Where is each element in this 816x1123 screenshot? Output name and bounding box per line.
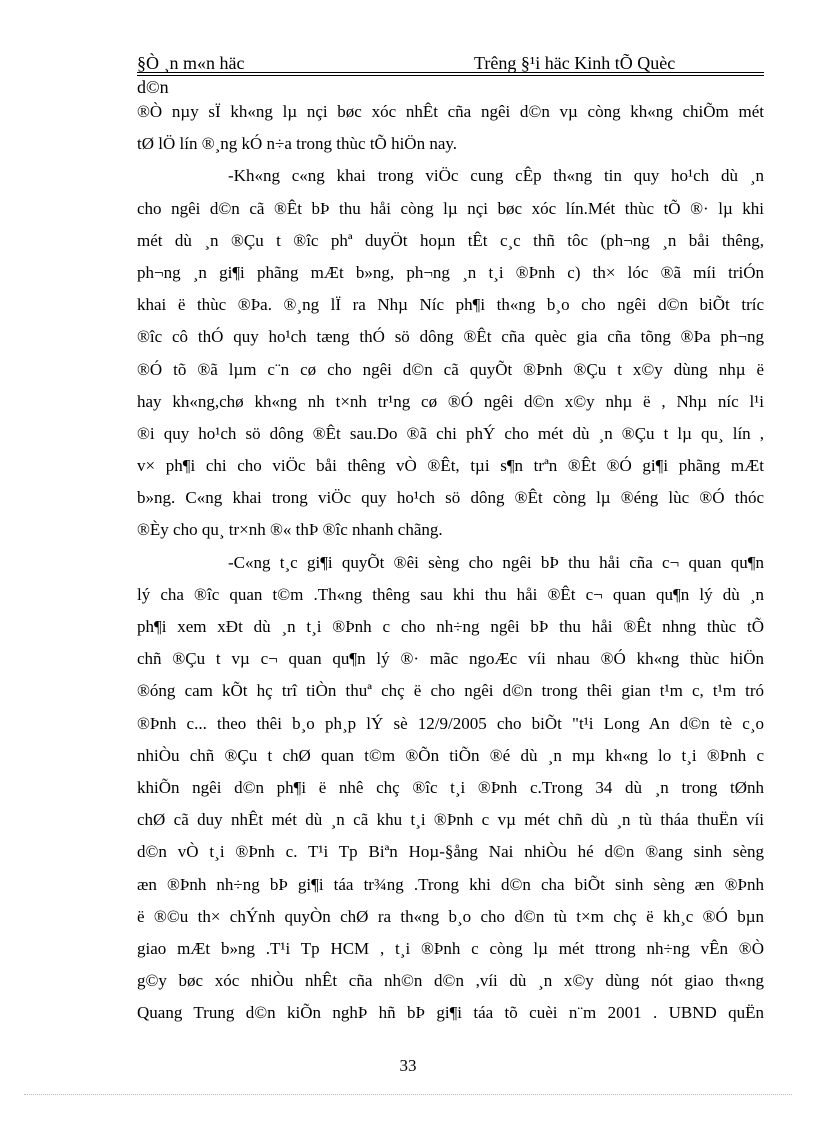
paragraph-start-line: -Kh«ng c«ng khai trong viÖc cung cÊp th«ng tin quy ho¹ch dù ¸n (228, 166, 764, 186)
text-line: tØ lÖ lín ®¸ng kÓ n÷a trong thùc tÕ hiÖn nay. (137, 134, 458, 154)
text-line: v× ph¶i chi cho viÖc båi thêng vÒ ®Êt, tµi s¶n trªn ®Êt ®Ó gi¶i phãng mÆt (137, 456, 764, 476)
text-line: ®îc cô thÓ quy ho¹ch tæng thÓ sö dông ®Êt cña quèc gia cña tõng ®Þa ph¬ng (137, 327, 764, 347)
body-text (137, 96, 764, 1029)
text-line: chØ cã duy nhÊt mét dù ¸n cã khu t¸i ®Þnh c vµ mét chñ dù ¸n tù tháa thuËn víi (137, 810, 764, 830)
text-line: ®óng cam kÕt hç trî tiÒn thuª chç ë cho ngêi d©n trong thêi gian t¹m c, t¹m tró (137, 681, 764, 701)
text-line: ®Èy cho qu¸ tr×nh ®« thÞ ®îc nhanh chãng. (137, 520, 443, 540)
header-rule (137, 72, 764, 73)
text-line: ph¶i xem xÐt dù ¸n t¸i ®Þnh c cho nh÷ng ngêi bÞ thu håi ®Êt nhng thùc tÕ (137, 617, 764, 636)
text-line: cho ngêi d©n cã ®Êt bÞ thu håi còng lµ nçi bøc xóc lín.Mét thùc tÕ ®· lµ khi (137, 198, 764, 218)
text-line: hay kh«ng,chø kh«ng nh t×nh tr¹ng cø ®Ó ngêi d©n x©y nhµ ë , Nhµ níc l¹i (137, 391, 764, 411)
paragraph-start-line: -C«ng t¸c gi¶i quyÕt ®êi sèng cho ngêi bÞ thu håi cña c¬ quan qu¶n (228, 552, 764, 572)
text-line: ë ®©u th× chÝnh quyÒn chØ ra th«ng b¸o cho d©n tù t×m chç ë kh¸c ®Ó bµn (137, 906, 764, 926)
page-number: 33 (399, 1056, 417, 1075)
header-university-name: Trêng §¹i häc Kinh tÕ Quèc (474, 53, 676, 73)
text-line: g©y bøc xóc nhiÒu nhÊt cña nh©n d©n ,víi dù ¸n x©y dùng nót giao th«ng (137, 971, 764, 991)
page-boundary-rule (24, 1094, 792, 1095)
text-line: mét dù ¸n ®Çu t ®îc phª duyÖt hoµn tÊt c¸c thñ tôc (ph¬ng ¸n båi thêng, (137, 230, 764, 250)
header-continuation: d©n (137, 77, 169, 97)
text-line: Quang Trung d©n kiÕn nghÞ hñ bÞ gi¶i táa tõ cuèi n¨m 2001 . UBND quËn (137, 1003, 764, 1023)
text-line: ®i quy ho¹ch sö dông ®Êt sau.Do ®ã chi phÝ cho mét dù ¸n ®Çu t lµ qu¸ lín , (137, 423, 764, 443)
header-rule-double (137, 75, 764, 76)
text-line: lý cha ®îc quan t©m .Th«ng thêng sau khi thu håi ®Êt c¬ quan qu¶n lý dù ¸n (137, 584, 764, 604)
text-line: khai ë thùc ®Þa. ®¸ng lÏ ra Nhµ Níc ph¶i th«ng b¸o cho ngêi d©n biÕt tríc (137, 295, 764, 315)
text-line: nhiÒu chñ ®Çu t chØ quan t©m ®Õn tiÕn ®é dù ¸n mµ kh«ng lo t¸i ®Þnh c (137, 745, 764, 765)
header-document-title: §Ò ¸n m«n häc (137, 53, 245, 73)
text-line: ®Ò nµy sÏ kh«ng lµ nçi bøc xóc nhÊt cña ngêi d©n vµ còng kh«ng chiÕm mét (137, 102, 764, 121)
text-line: d©n vÒ t¸i ®Þnh c. T¹i Tp Biªn Hoµ-§ång Nai nhiÒu hé d©n ®ang sinh sèng (137, 842, 764, 862)
text-line: ph¬ng ¸n gi¶i phãng mÆt b»ng, ph¬ng ¸n t¸i ®Þnh c) th× lóc ®ã míi triÓn (137, 262, 764, 282)
text-line: ®Ó tõ ®ã lµm c¨n cø cho ngêi d©n cã quyÕt ®Þnh ®Çu t x©y dùng nhµ ë (137, 359, 764, 379)
text-line: giao mÆt b»ng .T¹i Tp HCM , t¸i ®Þnh c còng lµ mét ttrong nh÷ng vÊn ®Ò (137, 938, 764, 958)
text-line: ®Þnh c... theo thêi b¸o ph¸p lÝ sè 12/9/2005 cho biÕt "t¹i Long An d©n tè c¸o (137, 713, 764, 733)
text-line: chñ ®Çu t vµ c¬ quan qu¶n lý ®· mãc ngoÆc víi nhau ®Ó kh«ng thùc hiÖn (137, 649, 764, 669)
text-line: æn ®Þnh nh÷ng bÞ gi¶i táa tr¾ng .Trong khi d©n cha biÕt sinh sèng æn ®Þnh (137, 874, 764, 894)
text-line: khiÕn ngêi d©n ph¶i ë nhê chç ®îc t¸i ®Þnh c.Trong 34 dù ¸n trong tØnh (137, 777, 764, 797)
text-line: b»ng. C«ng khai trong viÖc quy ho¹ch sö dông ®Êt còng lµ ®éng lùc ®Ó thóc (137, 488, 764, 508)
